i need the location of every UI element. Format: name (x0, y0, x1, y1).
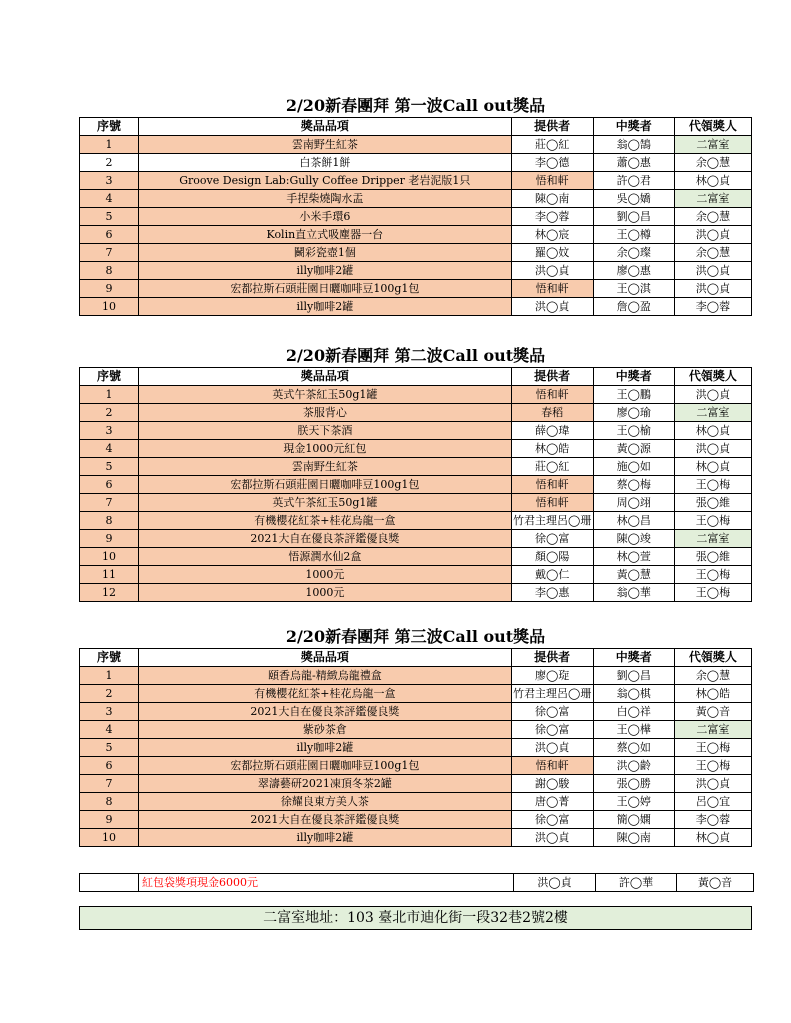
cell-provider: 洪◯貞 (511, 262, 593, 280)
cell-proxy: 洪◯貞 (674, 775, 751, 793)
cell-proxy: 王◯梅 (674, 476, 751, 494)
cell-winner: 余◯璨 (593, 244, 674, 262)
cell-provider: 謝◯駿 (511, 775, 593, 793)
cell-no: 5 (80, 458, 139, 476)
cell-proxy: 二富室 (674, 404, 751, 422)
cell-item: 頤香烏龍-精緻烏龍禮盒 (139, 667, 512, 685)
cell-winner: 廖◯惠 (593, 262, 674, 280)
cell-item: 翠濤藝研2021凍頂冬茶2罐 (139, 775, 512, 793)
cell-proxy: 李◯蓉 (674, 811, 751, 829)
cell-no (80, 874, 139, 892)
cell-proxy: 林◯貞 (674, 422, 751, 440)
cell-proxy: 二富室 (674, 530, 751, 548)
cell-winner: 周◯翊 (593, 494, 674, 512)
cell-proxy: 洪◯貞 (674, 440, 751, 458)
cell-provider: 徐◯富 (511, 721, 593, 739)
table-row (80, 172, 752, 190)
header-proxy: 代領獎人 (674, 118, 751, 136)
table-row (80, 494, 752, 512)
cell-proxy: 王◯梅 (674, 584, 751, 602)
table-row (80, 440, 752, 458)
table-row (80, 190, 752, 208)
cell-proxy: 林◯貞 (674, 829, 751, 847)
table-row (80, 422, 752, 440)
cell-no: 5 (80, 208, 139, 226)
table-row (80, 793, 752, 811)
extra-table (79, 873, 754, 892)
cell-item: 2021大自在優良茶評鑑優良獎 (139, 530, 512, 548)
table-row (80, 154, 752, 172)
cell-winner: 翁◯華 (593, 584, 674, 602)
cell-no: 10 (80, 829, 139, 847)
header-winner: 中獎者 (593, 118, 674, 136)
cell-item: 英式午茶紅玉50g1罐 (139, 386, 512, 404)
cell-item: 白茶餅1餅 (139, 154, 512, 172)
header-item: 獎品品項 (139, 649, 512, 667)
header-no: 序號 (80, 649, 139, 667)
cell-item: 悟源潤水仙2盒 (139, 548, 512, 566)
cell-proxy: 黃◯音 (674, 703, 751, 721)
cell-item: 紅包袋獎項現金6000元 (139, 874, 514, 892)
cell-item: 現金1000元紅包 (139, 440, 512, 458)
cell-no: 7 (80, 494, 139, 512)
cell-no: 6 (80, 226, 139, 244)
header-no: 序號 (80, 368, 139, 386)
cell-proxy: 黃◯音 (677, 874, 754, 892)
cell-proxy: 洪◯貞 (674, 262, 751, 280)
cell-item: Groove Design Lab:Gully Coffee Dripper 老岩泥版1只 (139, 172, 512, 190)
cell-no: 10 (80, 548, 139, 566)
header-row (80, 368, 752, 386)
cell-proxy: 王◯梅 (674, 566, 751, 584)
header-winner: 中獎者 (593, 649, 674, 667)
cell-winner: 許◯華 (596, 874, 677, 892)
header-row (80, 649, 752, 667)
cell-winner: 翁◯鵠 (593, 136, 674, 154)
cell-no: 8 (80, 793, 139, 811)
prize-section-2 (79, 345, 752, 602)
cell-winner: 黃◯慧 (593, 566, 674, 584)
cell-winner: 蕭◯惠 (593, 154, 674, 172)
cell-provider: 春稻 (511, 404, 593, 422)
cell-provider: 洪◯貞 (511, 298, 593, 316)
table-row (80, 136, 752, 154)
cell-item: illy咖啡2罐 (139, 829, 512, 847)
cell-proxy: 洪◯貞 (674, 226, 751, 244)
cell-no: 9 (80, 530, 139, 548)
cell-item: 1000元 (139, 584, 512, 602)
cell-winner: 張◯勝 (593, 775, 674, 793)
cell-provider: 李◯蓉 (511, 208, 593, 226)
cell-provider: 薛◯瑋 (511, 422, 593, 440)
red-envelope-row (79, 873, 752, 892)
cell-no: 10 (80, 298, 139, 316)
table-row (80, 280, 752, 298)
table-row (80, 548, 752, 566)
cell-proxy: 呂◯宜 (674, 793, 751, 811)
cell-provider: 徐◯富 (511, 530, 593, 548)
table-row (80, 739, 752, 757)
cell-proxy: 張◯維 (674, 548, 751, 566)
cell-provider: 悟和軒 (511, 494, 593, 512)
cell-winner: 王◯淇 (593, 280, 674, 298)
section-title: 2/20新春團拜 第二波Call out獎品 (285, 346, 546, 365)
table-row (80, 667, 752, 685)
cell-provider: 李◯惠 (511, 584, 593, 602)
cell-item: 1000元 (139, 566, 512, 584)
cell-no: 2 (80, 685, 139, 703)
table-row (80, 298, 752, 316)
cell-provider: 羅◯妏 (511, 244, 593, 262)
prize-section-3 (79, 626, 752, 847)
cell-item: 朕天下茶酒 (139, 422, 512, 440)
cell-proxy: 余◯慧 (674, 244, 751, 262)
cell-winner: 吳◯嬌 (593, 190, 674, 208)
table-row (80, 512, 752, 530)
cell-winner: 林◯昌 (593, 512, 674, 530)
header-proxy: 代領獎人 (674, 368, 751, 386)
cell-provider: 竹君主理呂◯珊 (511, 512, 593, 530)
cell-provider: 李◯德 (511, 154, 593, 172)
cell-winner: 劉◯昌 (593, 208, 674, 226)
table-row (80, 721, 752, 739)
cell-no: 11 (80, 566, 139, 584)
cell-item: 徐耀良東方美人茶 (139, 793, 512, 811)
cell-item: illy咖啡2罐 (139, 739, 512, 757)
table-row (80, 829, 752, 847)
cell-proxy: 二富室 (674, 136, 751, 154)
cell-proxy: 王◯梅 (674, 757, 751, 775)
cell-provider: 竹君主理呂◯珊 (511, 685, 593, 703)
cell-no: 6 (80, 476, 139, 494)
cell-no: 8 (80, 512, 139, 530)
cell-no: 8 (80, 262, 139, 280)
cell-provider: 廖◯琁 (511, 667, 593, 685)
cell-proxy: 洪◯貞 (674, 280, 751, 298)
cell-item: Kolin直立式吸塵器一台 (139, 226, 512, 244)
cell-winner: 陳◯南 (593, 829, 674, 847)
cell-no: 1 (80, 136, 139, 154)
header-provider: 提供者 (511, 118, 593, 136)
cell-winner: 林◯萱 (593, 548, 674, 566)
cell-winner: 黃◯源 (593, 440, 674, 458)
table-row (80, 811, 752, 829)
cell-no: 4 (80, 721, 139, 739)
table-row (80, 386, 752, 404)
cell-no: 3 (80, 703, 139, 721)
table-row (80, 476, 752, 494)
cell-proxy: 林◯貞 (674, 458, 751, 476)
cell-winner: 白◯祥 (593, 703, 674, 721)
table-row (80, 584, 752, 602)
header-item: 獎品品項 (139, 368, 512, 386)
cell-proxy: 林◯皓 (674, 685, 751, 703)
section-title: 2/20新春團拜 第三波Call out獎品 (285, 627, 546, 646)
cell-winner: 王◯樽 (593, 226, 674, 244)
cell-winner: 施◯如 (593, 458, 674, 476)
cell-item: 2021大自在優良茶評鑑優良獎 (139, 703, 512, 721)
cell-item: 有機櫻花紅茶+桂花烏龍一盒 (139, 512, 512, 530)
cell-proxy: 張◯維 (674, 494, 751, 512)
cell-item: 有機櫻花紅茶+桂花烏龍一盒 (139, 685, 512, 703)
cell-item: 手捏柴燒陶水盂 (139, 190, 512, 208)
cell-item: 宏都拉斯石頭莊園日曬咖啡豆100g1包 (139, 757, 512, 775)
table-row (80, 757, 752, 775)
cell-item: 宏都拉斯石頭莊園日曬咖啡豆100g1包 (139, 280, 512, 298)
cell-winner: 廖◯瑜 (593, 404, 674, 422)
cell-no: 4 (80, 190, 139, 208)
header-proxy: 代領獎人 (674, 649, 751, 667)
cell-proxy: 洪◯貞 (674, 386, 751, 404)
cell-provider: 莊◯紅 (511, 458, 593, 476)
cell-no: 2 (80, 404, 139, 422)
cell-provider: 徐◯富 (511, 703, 593, 721)
cell-no: 1 (80, 667, 139, 685)
cell-no: 1 (80, 386, 139, 404)
table-row (80, 566, 752, 584)
cell-proxy: 王◯梅 (674, 512, 751, 530)
cell-provider: 洪◯貞 (511, 829, 593, 847)
cell-winner: 王◯榆 (593, 422, 674, 440)
cell-no: 9 (80, 811, 139, 829)
header-item: 獎品品項 (139, 118, 512, 136)
cell-proxy: 二富室 (674, 190, 751, 208)
cell-no: 4 (80, 440, 139, 458)
table-row (80, 874, 754, 892)
cell-provider: 悟和軒 (511, 280, 593, 298)
prize-section-1 (79, 95, 752, 316)
cell-item: 英式午茶紅玉50g1罐 (139, 494, 512, 512)
cell-provider: 林◯皓 (511, 440, 593, 458)
cell-provider: 陳◯南 (511, 190, 593, 208)
cell-no: 6 (80, 757, 139, 775)
table-row (80, 262, 752, 280)
cell-no: 3 (80, 172, 139, 190)
cell-no: 5 (80, 739, 139, 757)
cell-no: 3 (80, 422, 139, 440)
cell-provider: 悟和軒 (511, 386, 593, 404)
cell-winner: 蔡◯梅 (593, 476, 674, 494)
address-banner: 二富室地址：103 臺北市迪化街一段32巷2號2樓 (79, 906, 752, 930)
cell-provider: 莊◯紅 (511, 136, 593, 154)
cell-proxy: 余◯慧 (674, 208, 751, 226)
table-row (80, 404, 752, 422)
cell-provider: 悟和軒 (511, 757, 593, 775)
prize-table (79, 367, 752, 602)
cell-no: 7 (80, 244, 139, 262)
table-row (80, 530, 752, 548)
cell-no: 2 (80, 154, 139, 172)
cell-item: 2021大自在優良茶評鑑優良獎 (139, 811, 512, 829)
cell-proxy: 李◯蓉 (674, 298, 751, 316)
cell-provider: 悟和軒 (511, 476, 593, 494)
cell-winner: 許◯君 (593, 172, 674, 190)
cell-provider: 唐◯菁 (511, 793, 593, 811)
cell-no: 12 (80, 584, 139, 602)
table-row (80, 703, 752, 721)
table-row (80, 458, 752, 476)
cell-winner: 翁◯棋 (593, 685, 674, 703)
cell-provider: 徐◯富 (511, 811, 593, 829)
cell-winner: 洪◯齡 (593, 757, 674, 775)
cell-item: 雲南野生紅茶 (139, 136, 512, 154)
cell-provider: 顏◯陽 (511, 548, 593, 566)
cell-winner: 王◯婷 (593, 793, 674, 811)
cell-provider: 悟和軒 (511, 172, 593, 190)
cell-winner: 王◯樺 (593, 721, 674, 739)
cell-proxy: 余◯慧 (674, 154, 751, 172)
cell-winner: 簡◯嫻 (593, 811, 674, 829)
cell-item: illy咖啡2罐 (139, 262, 512, 280)
cell-provider: 洪◯貞 (511, 739, 593, 757)
cell-item: 茶服背心 (139, 404, 512, 422)
cell-item: 鬭彩瓷壺1個 (139, 244, 512, 262)
prize-table (79, 648, 752, 847)
table-row (80, 775, 752, 793)
cell-winner: 劉◯昌 (593, 667, 674, 685)
cell-item: 宏都拉斯石頭莊園日曬咖啡豆100g1包 (139, 476, 512, 494)
cell-winner: 陳◯竣 (593, 530, 674, 548)
table-row (80, 208, 752, 226)
cell-proxy: 林◯貞 (674, 172, 751, 190)
table-row (80, 244, 752, 262)
header-provider: 提供者 (511, 368, 593, 386)
cell-item: 雲南野生紅茶 (139, 458, 512, 476)
cell-item: illy咖啡2罐 (139, 298, 512, 316)
cell-no: 7 (80, 775, 139, 793)
header-row (80, 118, 752, 136)
cell-proxy: 二富室 (674, 721, 751, 739)
cell-winner: 蔡◯如 (593, 739, 674, 757)
table-row (80, 685, 752, 703)
cell-no: 9 (80, 280, 139, 298)
header-winner: 中獎者 (593, 368, 674, 386)
cell-winner: 王◯鵬 (593, 386, 674, 404)
cell-item: 小米手環6 (139, 208, 512, 226)
section-title: 2/20新春團拜 第一波Call out獎品 (285, 96, 546, 115)
cell-provider: 戴◯仁 (511, 566, 593, 584)
cell-winner: 詹◯盈 (593, 298, 674, 316)
cell-proxy: 余◯慧 (674, 667, 751, 685)
cell-item: 紫砂茶倉 (139, 721, 512, 739)
cell-proxy: 王◯梅 (674, 739, 751, 757)
cell-provider: 林◯宸 (511, 226, 593, 244)
prize-table (79, 117, 752, 316)
header-no: 序號 (80, 118, 139, 136)
header-provider: 提供者 (511, 649, 593, 667)
cell-provider: 洪◯貞 (514, 874, 596, 892)
table-row (80, 226, 752, 244)
